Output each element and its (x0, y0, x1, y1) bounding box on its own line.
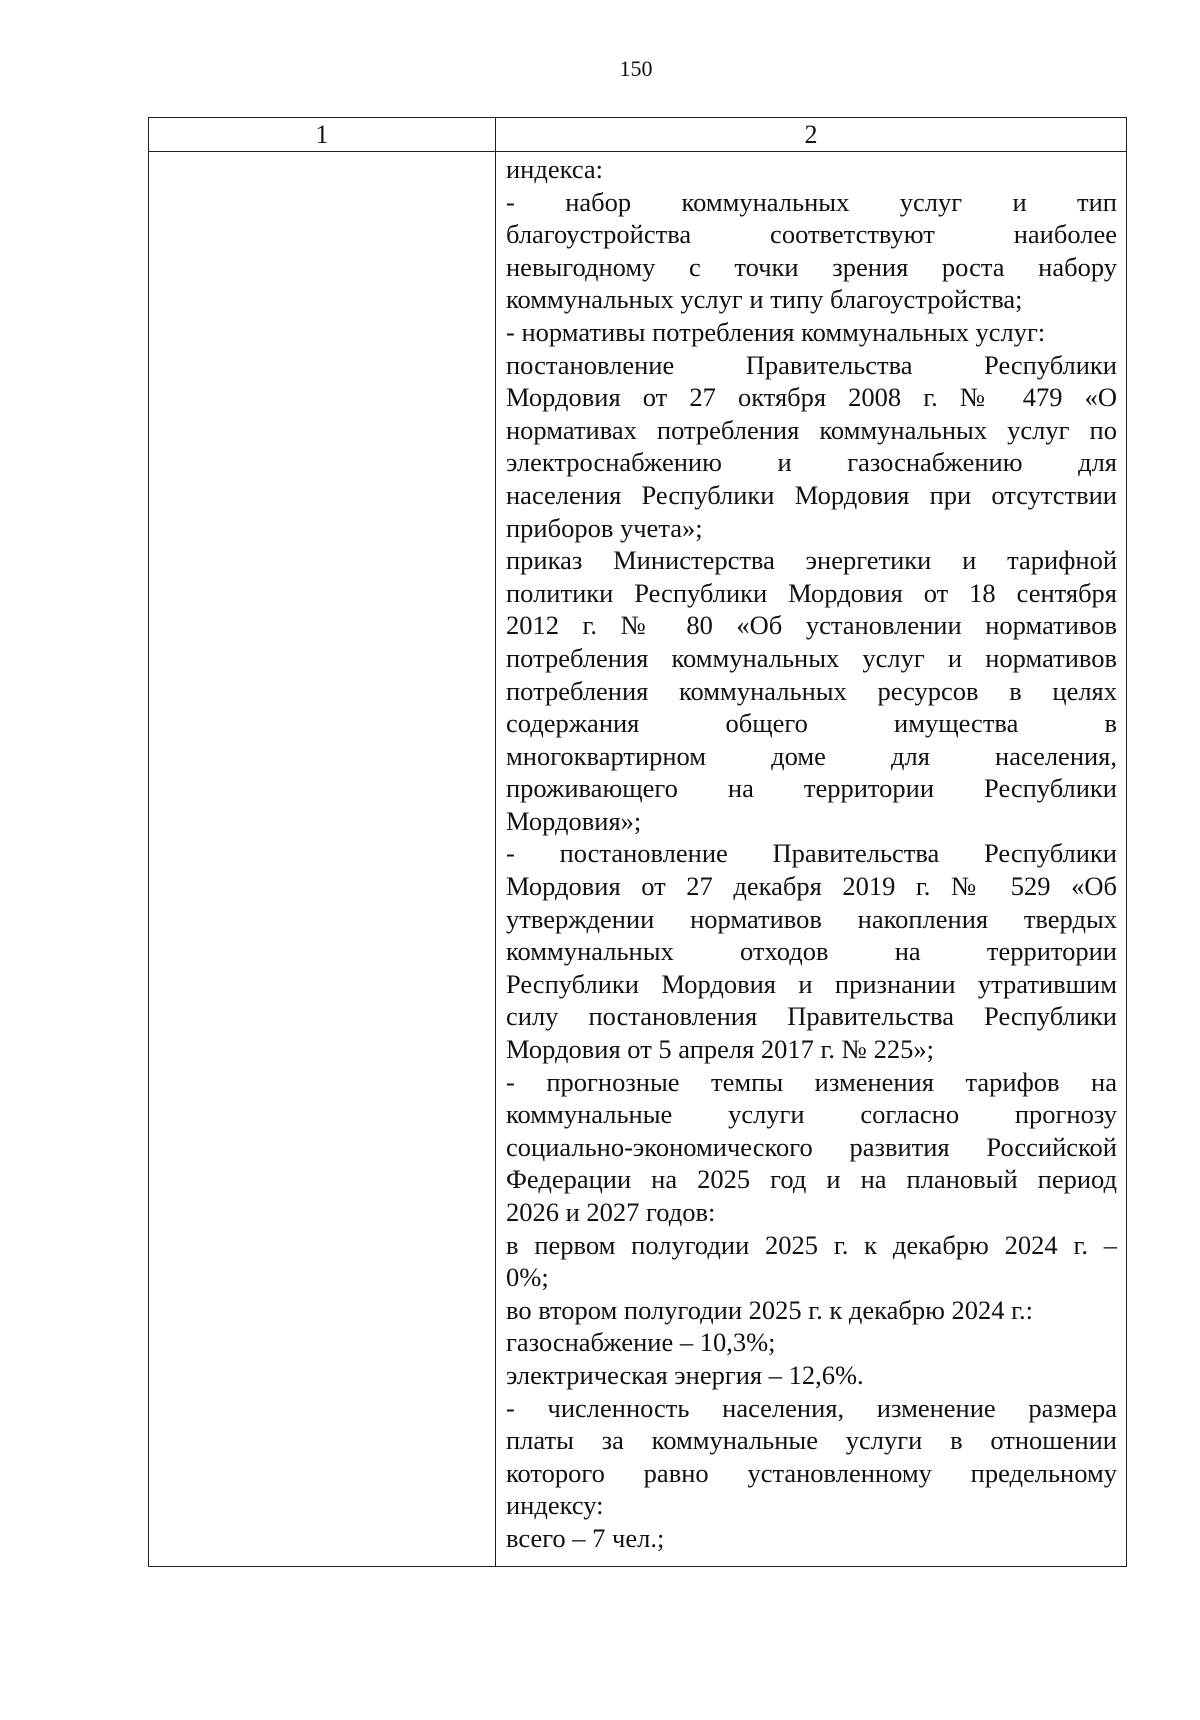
text-line: нормативах потребления коммунальных услуг по (506, 414, 1117, 445)
text-line: коммунальных услуг и типу благоустройства; (506, 284, 1023, 315)
text-line: - нормативы потребления коммунальных услуг: (506, 316, 1046, 347)
text-line: 0%; (506, 1262, 549, 1293)
text-line: которого равно установленному предельному (506, 1457, 1117, 1488)
text-line: Республики Мордовия и признании утратившим (506, 968, 1117, 999)
text-line: Федерации на 2025 год и на плановый период (506, 1164, 1117, 1195)
text-line: в первом полугодии 2025 г. к декабрю 2024 г. – (506, 1229, 1117, 1260)
column-divider (495, 118, 496, 1566)
text-line: коммунальные услуги согласно прогнозу (506, 1099, 1117, 1130)
text-line: 2012 г. № 80 «Об установлении нормативов (506, 610, 1117, 641)
text-line: Мордовия»; (506, 805, 642, 836)
column-header-1: 1 (315, 120, 329, 149)
column-header-2: 2 (804, 120, 818, 149)
text-line: - прогнозные темпы изменения тарифов на (506, 1066, 1117, 1097)
text-line: невыгодному с точки зрения роста набору (506, 251, 1117, 282)
text-line: благоустройства соответствуют наиболее (506, 219, 1117, 250)
text-line: коммунальных отходов на территории (506, 936, 1117, 967)
text-line: Мордовия от 5 апреля 2017 г. № 225»; (506, 1034, 934, 1065)
text-line: платы за коммунальные услуги в отношении (506, 1425, 1117, 1456)
text-line: - численность населения, изменение размера (506, 1392, 1117, 1423)
text-line: проживающего на территории Республики (506, 773, 1117, 804)
page-number: 150 (619, 56, 653, 81)
column-2-text (506, 153, 1117, 1555)
text-line: содержания общего имущества в (506, 708, 1117, 739)
text-line: индекса: (506, 154, 604, 184)
text-line: социально-экономического развития Российской (506, 1131, 1117, 1162)
text-line: потребления коммунальных услуг и нормативов (506, 642, 1117, 673)
text-line: населения Республики Мордовия при отсутствии (506, 479, 1117, 510)
text-line: постановление Правительства Республики (506, 349, 1117, 380)
text-line: силу постановления Правительства Республики (506, 1001, 1117, 1032)
text-line: газоснабжение – 10,3%; (506, 1327, 776, 1358)
text-line: приказ Министерства энергетики и тарифной (506, 545, 1117, 576)
text-line: - набор коммунальных услуг и тип (506, 186, 1117, 217)
text-line: Мордовия от 27 октября 2008 г. № 479 «О (506, 382, 1117, 413)
text-line: - постановление Правительства Республики (506, 838, 1117, 869)
document-table (148, 117, 1127, 1567)
text-line: во втором полугодии 2025 г. к декабрю 2024 г.: (506, 1294, 1034, 1325)
text-line: электроснабжению и газоснабжению для (506, 447, 1117, 478)
text-line: политики Республики Мордовия от 18 сентября (506, 577, 1117, 608)
text-line: индексу: (506, 1490, 604, 1521)
text-line: потребления коммунальных ресурсов в целях (506, 675, 1117, 706)
table-header-row (149, 118, 1126, 152)
text-line: Мордовия от 27 декабря 2019 г. № 529 «Об (506, 871, 1117, 902)
text-line: 2026 и 2027 годов: (506, 1197, 716, 1227)
text-line: многоквартирном доме для населения, (506, 740, 1117, 771)
text-line: приборов учета»; (506, 512, 703, 543)
text-line: электрическая энергия – 12,6%. (506, 1359, 864, 1390)
text-line: всего – 7 чел.; (506, 1522, 665, 1553)
text-line: утверждении нормативов накопления твердых (506, 903, 1117, 934)
